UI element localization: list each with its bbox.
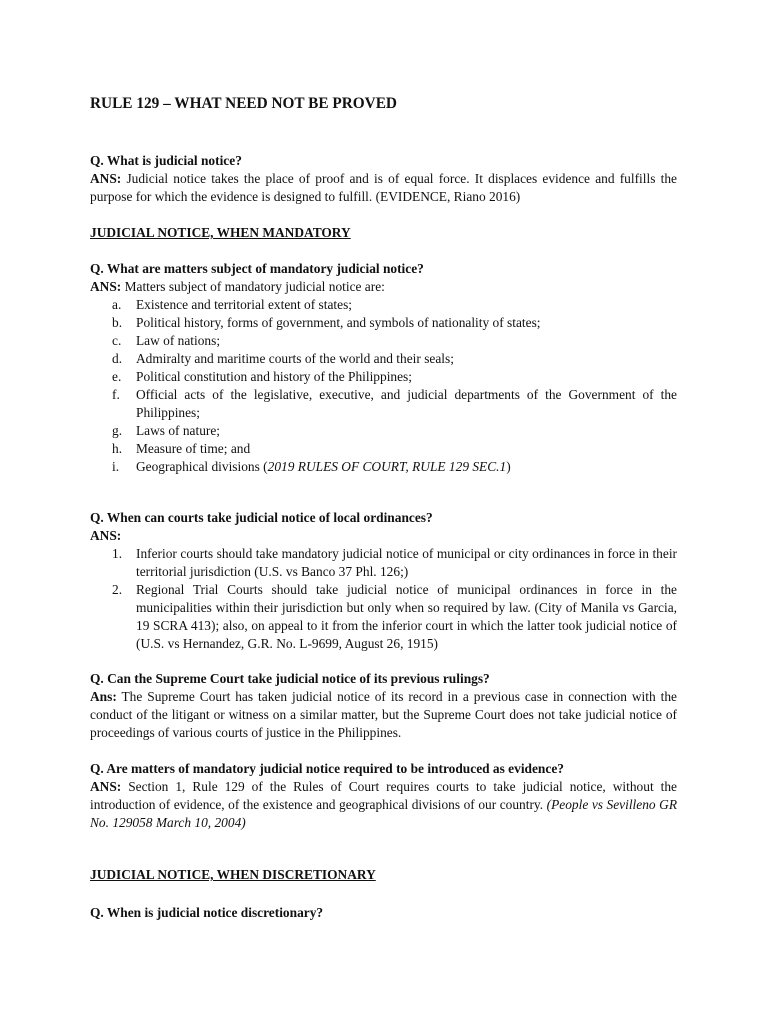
section-heading-mandatory: JUDICIAL NOTICE, WHEN MANDATORY bbox=[90, 225, 351, 240]
question: Q. Can the Supreme Court take judicial notice of its previous rulings? bbox=[90, 671, 490, 686]
ordinances-list bbox=[90, 545, 677, 653]
list-item bbox=[90, 386, 677, 422]
answer-text: Judicial notice takes the place of proof and is of equal force. It displaces evidence and fulfills the purpose for which the evidence is designed to fulfill. (EVIDENCE, Riano 2016) bbox=[90, 171, 677, 204]
section-heading-discretionary: JUDICIAL NOTICE, WHEN DISCRETIONARY bbox=[90, 867, 376, 882]
list-marker: 1. bbox=[112, 546, 123, 561]
list-item bbox=[90, 581, 677, 653]
qa-local-ordinances bbox=[90, 509, 677, 653]
answer bbox=[90, 527, 677, 545]
list-item-text: Geographical divisions ( bbox=[136, 459, 268, 474]
matters-list bbox=[90, 296, 677, 476]
list-marker: 2. bbox=[112, 582, 123, 597]
list-item-text: Law of nations; bbox=[136, 333, 221, 348]
qa-discretionary bbox=[90, 904, 677, 922]
document-title: RULE 129 – WHAT NEED NOT BE PROVED bbox=[90, 95, 397, 112]
answer bbox=[90, 778, 677, 832]
qa-judicial-notice bbox=[90, 152, 677, 206]
list-item-text: Political history, forms of government, and symbols of nationality of states; bbox=[136, 315, 541, 330]
list-item bbox=[90, 314, 677, 332]
qa-previous-rulings bbox=[90, 670, 677, 742]
list-item-text: Inferior courts should take mandatory judicial notice of municipal or city ordinances in force in their territorial jurisdiction (U.S. vs Banco 37 Phl. 126;) bbox=[136, 546, 677, 579]
question: Q. When is judicial notice discretionary? bbox=[90, 905, 324, 920]
list-marker: c. bbox=[112, 333, 122, 348]
list-marker: g. bbox=[112, 423, 123, 438]
answer-label: ANS: bbox=[90, 279, 122, 294]
list-marker: i. bbox=[112, 459, 120, 474]
list-marker: d. bbox=[112, 351, 123, 366]
list-item-text: Official acts of the legislative, executive, and judicial departments of the Government of the Philippines; bbox=[136, 387, 677, 420]
citation: 2019 RULES OF COURT, RULE 129 SEC.1 bbox=[267, 459, 507, 474]
list-item bbox=[90, 440, 677, 458]
question: Q. Are matters of mandatory judicial notice required to be introduced as evidence? bbox=[90, 761, 564, 776]
citation: (People vs Sevilleno GR No. 129058 March 10, 2004) bbox=[90, 797, 677, 830]
list-marker: f. bbox=[112, 387, 120, 402]
list-item bbox=[90, 368, 677, 386]
answer-text: The Supreme Court has taken judicial notice of its record in a previous case in connection with the conduct of the litigant or witness on a similar matter, but the Supreme Court does not take judicial notice of proceedings of various courts of justice in the Philippines. bbox=[90, 689, 677, 740]
qa-introduced-as-evidence bbox=[90, 760, 677, 832]
list-item bbox=[90, 422, 677, 440]
list-item-text: Measure of time; and bbox=[136, 441, 251, 456]
answer bbox=[90, 688, 677, 742]
list-item-text: Admiralty and maritime courts of the world and their seals; bbox=[136, 351, 454, 366]
list-item-text: Laws of nature; bbox=[136, 423, 221, 438]
list-marker: h. bbox=[112, 441, 123, 456]
list-marker: e. bbox=[112, 369, 122, 384]
answer-label: ANS: bbox=[90, 528, 122, 543]
qa-mandatory-matters bbox=[90, 260, 677, 476]
answer-text: Section 1, Rule 129 of the Rules of Court requires courts to take judicial notice, without the introduction of evidence, of the existence and geographical divisions of our country. bbox=[90, 779, 677, 812]
answer bbox=[90, 170, 677, 206]
question: Q. When can courts take judicial notice of local ordinances? bbox=[90, 510, 433, 525]
list-item-text: Existence and territorial extent of states; bbox=[136, 297, 353, 312]
list-marker: b. bbox=[112, 315, 123, 330]
list-item-text: Political constitution and history of the Philippines; bbox=[136, 369, 412, 384]
question: Q. What is judicial notice? bbox=[90, 153, 242, 168]
answer-text: Matters subject of mandatory judicial notice are: bbox=[121, 279, 385, 294]
answer-label: Ans: bbox=[90, 689, 117, 704]
list-item bbox=[90, 458, 677, 476]
list-marker: a. bbox=[112, 297, 122, 312]
question: Q. What are matters subject of mandatory judicial notice? bbox=[90, 261, 424, 276]
list-item bbox=[90, 332, 677, 350]
answer bbox=[90, 278, 677, 296]
list-item-text: Regional Trial Courts should take judicial notice of municipal ordinances in force in the municipalities within their jurisdiction but only when so required by law. (City of Manila vs Garcia, 19 SCRA 413); also, on appeal to it from the inferior court in which the latter took judicial notice of (U.S. vs Hernandez, G.R. No. L-9699, August 26, 1915) bbox=[136, 582, 677, 651]
answer-label: ANS: bbox=[90, 779, 122, 794]
list-item bbox=[90, 350, 677, 368]
list-item bbox=[90, 545, 677, 581]
list-item-tail: ) bbox=[506, 459, 511, 474]
list-item bbox=[90, 296, 677, 314]
answer-label: ANS: bbox=[90, 171, 122, 186]
